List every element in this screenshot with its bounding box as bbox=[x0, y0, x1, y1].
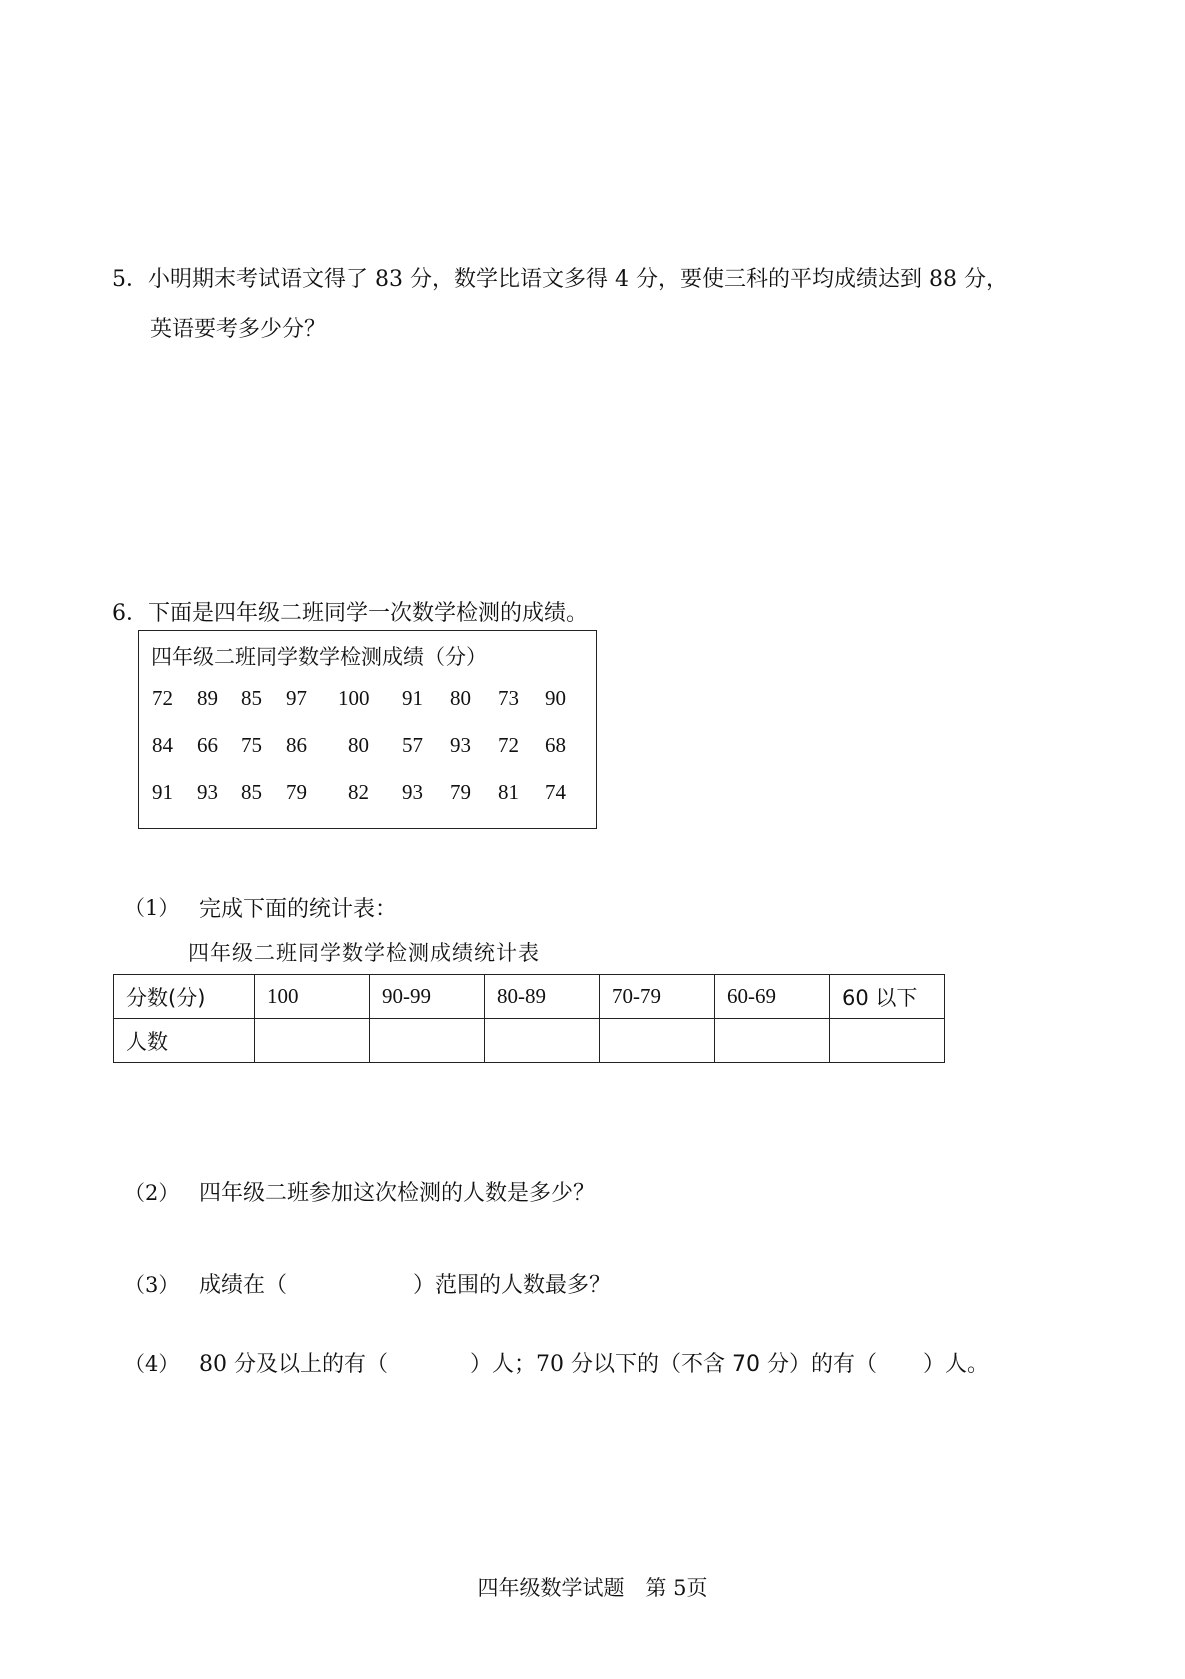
score-value: 79 bbox=[450, 780, 471, 804]
score-value: 81 bbox=[498, 780, 519, 804]
stat-table-range: 90-99 bbox=[370, 975, 485, 1019]
score-value: 68 bbox=[545, 733, 566, 757]
score-value: 100 bbox=[338, 686, 370, 710]
score-row bbox=[139, 686, 596, 716]
score-value: 91 bbox=[402, 686, 423, 710]
stat-table-header-label: 分数(分) bbox=[114, 975, 255, 1019]
sub-question-2-text: 四年级二班参加这次检测的人数是多少？ bbox=[199, 1181, 596, 1206]
sub-question-3-text-after: ）范围的人数最多？ bbox=[413, 1273, 612, 1298]
stat-table-count-cell[interactable] bbox=[370, 1019, 485, 1063]
stat-table-count-cell[interactable] bbox=[255, 1019, 370, 1063]
sub-question-4-number: （4） bbox=[124, 1352, 180, 1376]
score-value: 73 bbox=[498, 686, 519, 710]
stat-table-range: 100 bbox=[255, 975, 370, 1019]
sub-question-4 bbox=[124, 1347, 989, 1378]
score-box-title: 四年级二班同学数学检测成绩（分） bbox=[151, 645, 487, 669]
score-value: 80 bbox=[450, 686, 471, 710]
score-value: 82 bbox=[348, 780, 369, 804]
sub-question-4-part-3: 70 分 bbox=[731, 1352, 789, 1377]
sub-question-4-part-4: ）的有（ bbox=[788, 1352, 877, 1377]
stat-table-header-row bbox=[114, 975, 945, 1019]
score-value: 91 bbox=[152, 780, 173, 804]
score-row bbox=[139, 733, 596, 763]
sub-question-4-part-1: 80 分及以上的有（ bbox=[199, 1352, 388, 1377]
score-value: 93 bbox=[450, 733, 471, 757]
stat-table-row-label: 人数 bbox=[114, 1019, 255, 1063]
stat-table-count-cell[interactable] bbox=[600, 1019, 715, 1063]
score-value: 66 bbox=[197, 733, 218, 757]
stat-table-count-cell[interactable] bbox=[485, 1019, 600, 1063]
score-value: 90 bbox=[545, 686, 566, 710]
question-5-line-2: 英语要考多少分？ bbox=[150, 317, 327, 342]
sub-question-2 bbox=[124, 1176, 595, 1207]
score-value: 93 bbox=[197, 780, 218, 804]
sub-question-3-number: （3） bbox=[124, 1273, 180, 1297]
stat-table-range: 60 以下 bbox=[830, 975, 945, 1019]
score-value: 97 bbox=[286, 686, 307, 710]
question-6-intro: 6．下面是四年级二班同学一次数学检测的成绩。 bbox=[112, 601, 588, 626]
score-value: 74 bbox=[545, 780, 566, 804]
sub-question-1-text: 完成下面的统计表： bbox=[199, 897, 398, 922]
stat-table bbox=[113, 974, 945, 1063]
sub-question-4-part-5: ）人。 bbox=[923, 1352, 990, 1377]
score-value: 93 bbox=[402, 780, 423, 804]
stat-table-range: 80-89 bbox=[485, 975, 600, 1019]
sub-question-1-number: （1） bbox=[124, 896, 180, 920]
score-row bbox=[139, 780, 596, 810]
score-value: 85 bbox=[241, 780, 262, 804]
sub-question-3-text-before: 成绩在（ bbox=[199, 1273, 288, 1298]
score-value: 75 bbox=[241, 733, 262, 757]
stat-table-count-cell[interactable] bbox=[830, 1019, 945, 1063]
stat-table-count-row bbox=[114, 1019, 945, 1063]
score-value: 57 bbox=[402, 733, 423, 757]
stat-table-title: 四年级二班同学数学检测成绩统计表 bbox=[188, 941, 540, 965]
score-value: 85 bbox=[241, 686, 262, 710]
question-5-line-1: 5．小明期末考试语文得了 83 分，数学比语文多得 4 分，要使三科的平均成绩达到 88 分， bbox=[112, 267, 1008, 292]
score-value: 89 bbox=[197, 686, 218, 710]
sub-question-4-part-2: ）人；70 分以下的（不含 bbox=[470, 1352, 732, 1377]
score-value: 79 bbox=[286, 780, 307, 804]
score-value: 72 bbox=[498, 733, 519, 757]
stat-table-count-cell[interactable] bbox=[715, 1019, 830, 1063]
page-footer: 四年级数学试题 第 5页 bbox=[477, 1576, 708, 1600]
score-value: 80 bbox=[348, 733, 369, 757]
score-value: 86 bbox=[286, 733, 307, 757]
sub-question-2-number: （2） bbox=[124, 1181, 180, 1205]
stat-table-range: 60-69 bbox=[715, 975, 830, 1019]
score-data-box bbox=[138, 630, 597, 829]
stat-table-range: 70-79 bbox=[600, 975, 715, 1019]
score-value: 72 bbox=[152, 686, 173, 710]
score-value: 84 bbox=[152, 733, 173, 757]
sub-question-3 bbox=[124, 1268, 611, 1299]
